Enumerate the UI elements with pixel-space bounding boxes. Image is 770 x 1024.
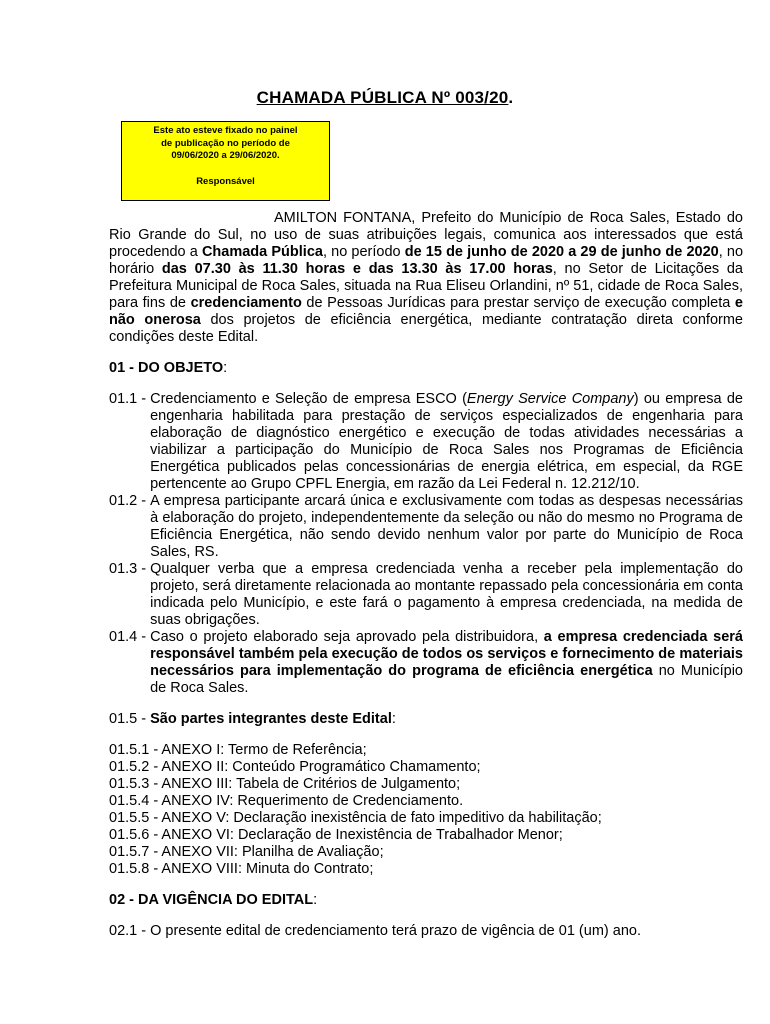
item-text [150,629,743,697]
annex-item: 01.5.2 - ANEXO II: Conteúdo Programático Chamamento; [109,759,481,775]
item-02-1: 02.1 - O presente edital de credenciamento terá prazo de vigência de 01 (um) ano. [109,923,641,939]
item-01-4-text-2: no Município de Roca Sales. [150,663,743,696]
intro-text-6: dos projetos de eficiência energética, mediante contratação direta conforme condições deste Edital. [109,312,743,345]
annex-item: 01.5.8 - ANEXO VIII: Minuta do Contrato; [109,861,374,877]
title-period: . [508,88,514,107]
item-number: 01.1 - [109,391,151,407]
item-01-4-bold: a empresa credenciada será responsável também pela execução de todos os serviços e fornecimento de materiais necessários para implementação do programa de eficiência energética [150,629,743,679]
section-2-heading [109,892,743,909]
item-01-2 [109,493,743,561]
annex-item: 01.5.4 - ANEXO IV: Requerimento de Credenciamento. [109,793,464,809]
document-title [0,88,770,108]
item-01-3 [109,561,743,629]
title-text: CHAMADA PÚBLICA Nº 003/20 [256,88,509,107]
intro-text-1: AMILTON FONTANA, Prefeito do Município de Roca Sales, Estado do Rio Grande do Sul, no uso de suas atribuições legais, comunica aos interessados que está procedendo a [109,210,743,260]
annex-item: 01.5.5 - ANEXO V: Declaração inexistência de fato impeditivo da habilitação; [109,810,602,826]
intro-text-5: de Pessoas Jurídicas para prestar serviço de execução completa [301,295,735,311]
annex-item: 01.5.7 - ANEXO VII: Planilha de Avaliação; [109,844,384,860]
annex-list [109,742,743,878]
stamp-signature-label: Responsável [196,175,255,187]
annex-item: 01.5.3 - ANEXO III: Tabela de Critérios de Julgamento; [109,776,461,792]
document-body [109,210,743,940]
item-text [150,391,743,493]
publication-stamp [121,121,330,201]
item-number: 01.3 - [109,561,151,577]
intro-bold-2: de 15 de junho de 2020 a 29 de junho de 2020 [404,244,719,260]
annex-item: 01.5.6 - ANEXO VI: Declaração de Inexistência de Trabalhador Menor; [109,827,563,843]
item-01-5 [109,711,743,728]
stamp-line-2: de publicação no período de [161,137,290,149]
intro-bold-5: e não onerosa [109,295,743,328]
intro-text-3: , no horário [109,244,744,277]
item-01-5-colon: : [391,711,396,727]
item-number: 01.4 - [109,629,151,645]
section-1-heading-text: 01 - DO OBJETO [109,360,224,376]
item-01-4 [109,629,743,697]
intro-bold-1: Chamada Pública [201,244,323,260]
item-01-4-text-1: Caso o projeto elaborado seja aprovado pela distribuidora, [150,629,544,645]
item-01-1-italic: Energy Service Company [466,391,634,407]
section-1-colon: : [223,360,228,376]
stamp-line-1: Este ato esteve fixado no painel [153,125,298,136]
section-2-colon: : [313,892,318,908]
annex-item: 01.5.1 - ANEXO I: Termo de Referência; [109,742,367,758]
item-01-1-text-1: Credenciamento e Seleção de empresa ESCO ( [150,391,467,407]
item-01-5-number: 01.5 - [109,711,151,727]
intro-text-4: , no Setor de Licitações da Prefeitura Municipal de Roca Sales, situada na Rua Eliseu Orlandini, nº 51, cidade de Roca Sales, para fins de [109,261,743,311]
item-01-5-bold: São partes integrantes deste Edital [150,711,392,727]
intro-paragraph [109,210,743,346]
item-text: Qualquer verba que a empresa credenciada venha a receber pela implementação do projeto, será diretamente relacionada ao montante repassado pela concessionária em conta indicada pelo Município, e este fará o pagamento à empresa credenciada, na medida de suas obrigações. [150,561,743,628]
intro-bold-3: das 07.30 às 11.30 horas e das 13.30 às 17.00 horas [161,261,553,277]
item-01-1-text-2: ) ou empresa de engenharia habilitada para prestação de serviços especializados de engenharia para elaboração de diagnóstico energético e execução de todas atividades necessárias a viabilizar a participação do Município de Roca Sales nos Programas de Eficiência Energética publicados pelas concessionárias de energia elétrica, em especial, da RGE pertencente ao Grupo CPFL Energia, em razão da Lei Federal n. 12.212/10. [150,391,743,492]
stamp-line-3: 09/06/2020 a 29/06/2020. [171,150,280,161]
section-2-heading-text: 02 - DA VIGÊNCIA DO EDITAL [109,892,314,908]
intro-bold-4: credenciamento [190,295,302,311]
item-number: 01.2 - [109,493,151,509]
intro-text-2: , no período [322,244,405,260]
item-01-1 [109,391,743,493]
section-1-heading [109,360,743,377]
item-text: A empresa participante arcará única e exclusivamente com todas as despesas necessárias à elaboração do projeto, independentemente da seleção ou não do mesmo no Programa de Eficiência Energética, não sendo devido nenhum valor por parte do Município de Roca Sales, RS. [150,493,743,560]
